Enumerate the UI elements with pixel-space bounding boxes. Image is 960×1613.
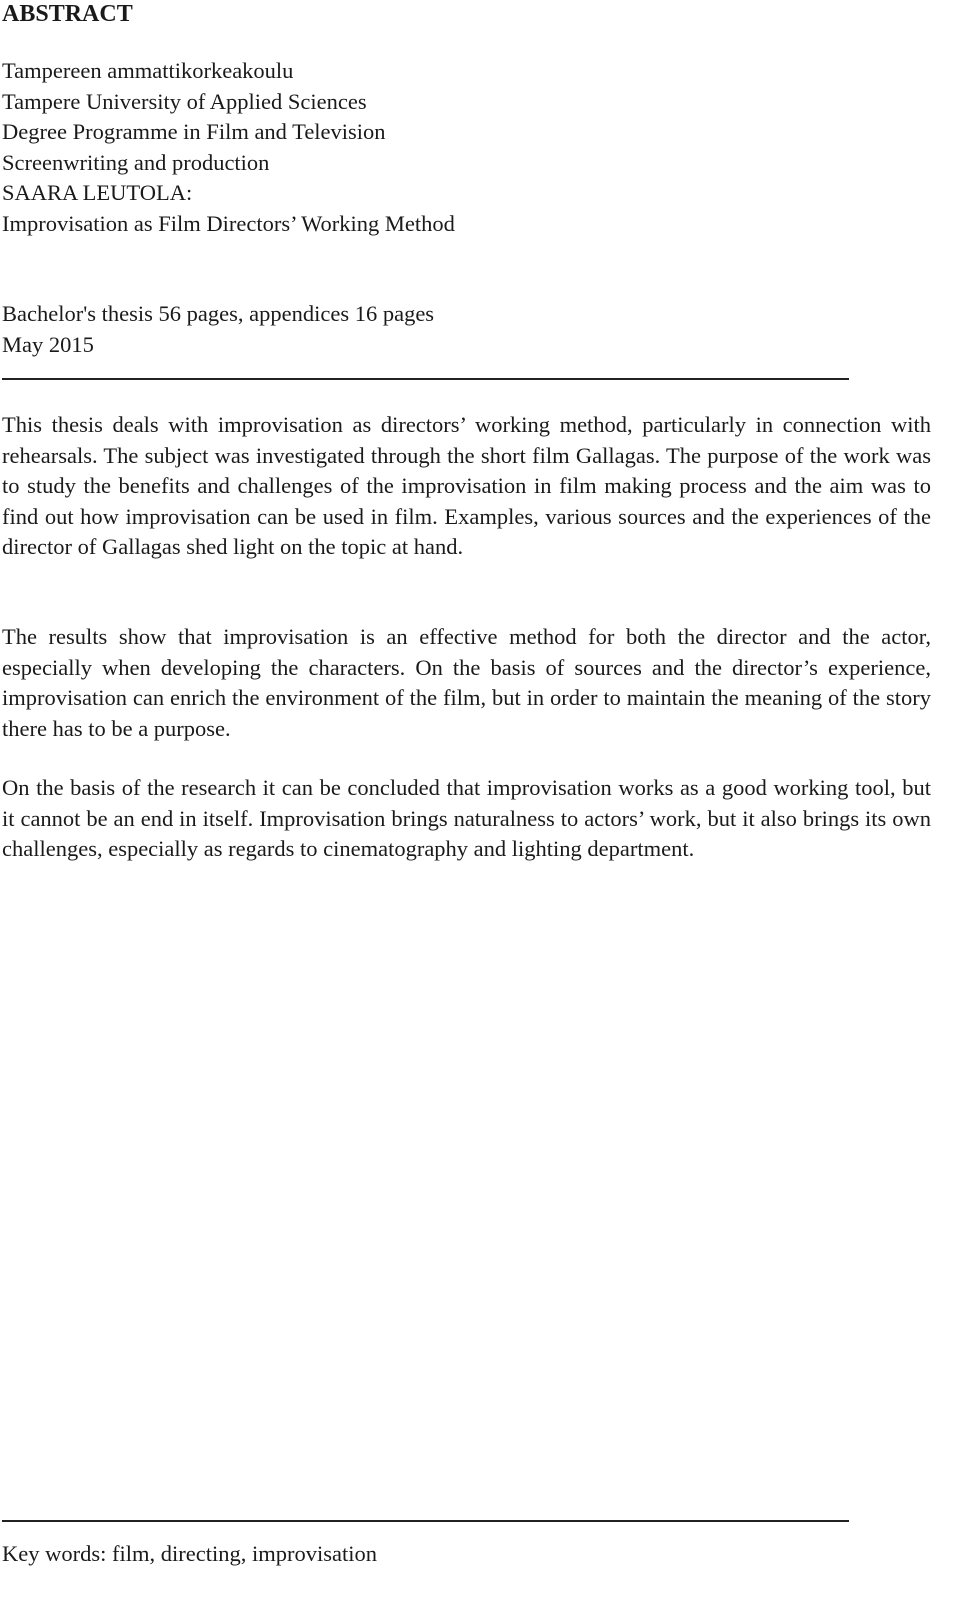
bottom-divider bbox=[2, 1520, 849, 1522]
thesis-date: May 2015 bbox=[2, 331, 94, 357]
institution-block bbox=[2, 56, 386, 178]
author-name: SAARA LEUTOLA: bbox=[2, 180, 193, 205]
degree-programme: Degree Programme in Film and Television bbox=[2, 119, 386, 144]
thesis-title: Improvisation as Film Directors’ Working Method bbox=[2, 210, 455, 236]
top-divider bbox=[2, 378, 849, 380]
abstract-paragraph: On the basis of the research it can be concluded that improvisation works as a good working tool, but it cannot be an end in itself. Improvisation brings naturalness to actors’ work, but it also brings its own challenges, especially as regards to cinematography and lighting department. bbox=[2, 775, 931, 861]
keywords: Key words: film, directing, improvisation bbox=[2, 1541, 377, 1566]
thesis-info-block bbox=[2, 299, 434, 360]
specialisation: Screenwriting and production bbox=[2, 149, 270, 175]
thesis-details: Bachelor's thesis 56 pages, appendices 16 pages bbox=[2, 301, 435, 326]
abstract-paragraph: The results show that improvisation is an effective method for both the director and the actor, especially when developing the characters. On the basis of sources and the director’s experience, improvisation can enrich the environment of the film, but in order to maintain the meaning of the story there has to be a purpose. bbox=[2, 624, 931, 741]
institution-name-finnish: Tampereen ammattikorkeakoulu bbox=[2, 58, 294, 83]
page-heading: ABSTRACT bbox=[2, 1, 133, 27]
institution-name-english: Tampere University of Applied Sciences bbox=[2, 88, 367, 114]
abstract-paragraph: This thesis deals with improvisation as directors’ working method, particularly in connection with rehearsals. The subject was investigated through the short film Gallagas. The purpose of the work was to study the benefits and challenges of the improvisation in film making process and the aim was to find out how improvisation can be used in film. Examples, various sources and the experiences of the director of Gallagas shed light on the topic at hand. bbox=[2, 412, 931, 559]
author-block bbox=[2, 178, 455, 239]
